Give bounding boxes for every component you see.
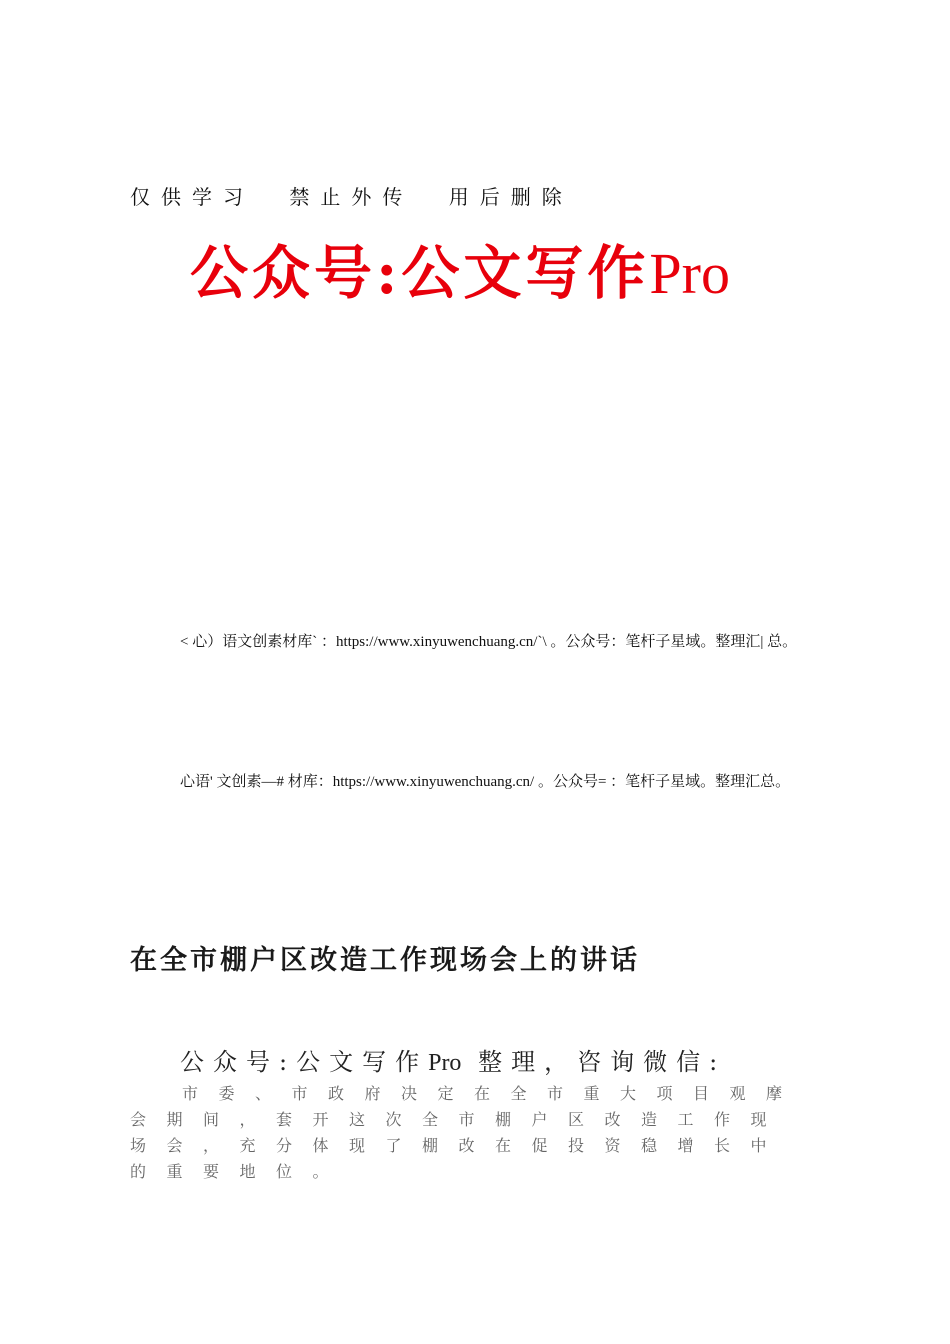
- compiler-note-latin: Pro: [428, 1050, 462, 1076]
- brand-banner: [190, 226, 730, 310]
- notice-delete-after-use: 用后删除: [448, 185, 573, 209]
- compiler-note: [180, 1042, 726, 1077]
- notice-no-distribution: 禁止外传: [289, 185, 414, 209]
- compiler-note-suffix: 整理，咨询微信:: [478, 1048, 727, 1076]
- compiler-note-prefix: 公众号:公文写作: [180, 1048, 429, 1076]
- source-paragraph-2: 心语' 文创素—# 材库：https://www.xinyuwenchuang.cn/ 。公众号= ：笔杆子星域。整理汇总。: [180, 774, 791, 790]
- notice-study-only: 仅供学习: [130, 185, 254, 209]
- document-title: 在全市棚户区改造工作现场会上的讲话: [130, 945, 640, 976]
- source-paragraph-1: < 心）语文创素材库` ：https://www.xinyuwenchuang.cn/`\ 。公众号：笔杆子星域。整理汇| 总。: [180, 634, 798, 650]
- brand-chinese: 公众号:公文写作: [190, 239, 650, 307]
- usage-notice: [130, 181, 591, 210]
- brand-latin: Pro: [649, 241, 730, 306]
- body-paragraph: 市委、市政府决定在全市重大项目观摩会期间，套开这次全市棚户区改造工作现场会，充分体现了棚改在促投资稳增长中的重要地位。: [130, 1084, 803, 1181]
